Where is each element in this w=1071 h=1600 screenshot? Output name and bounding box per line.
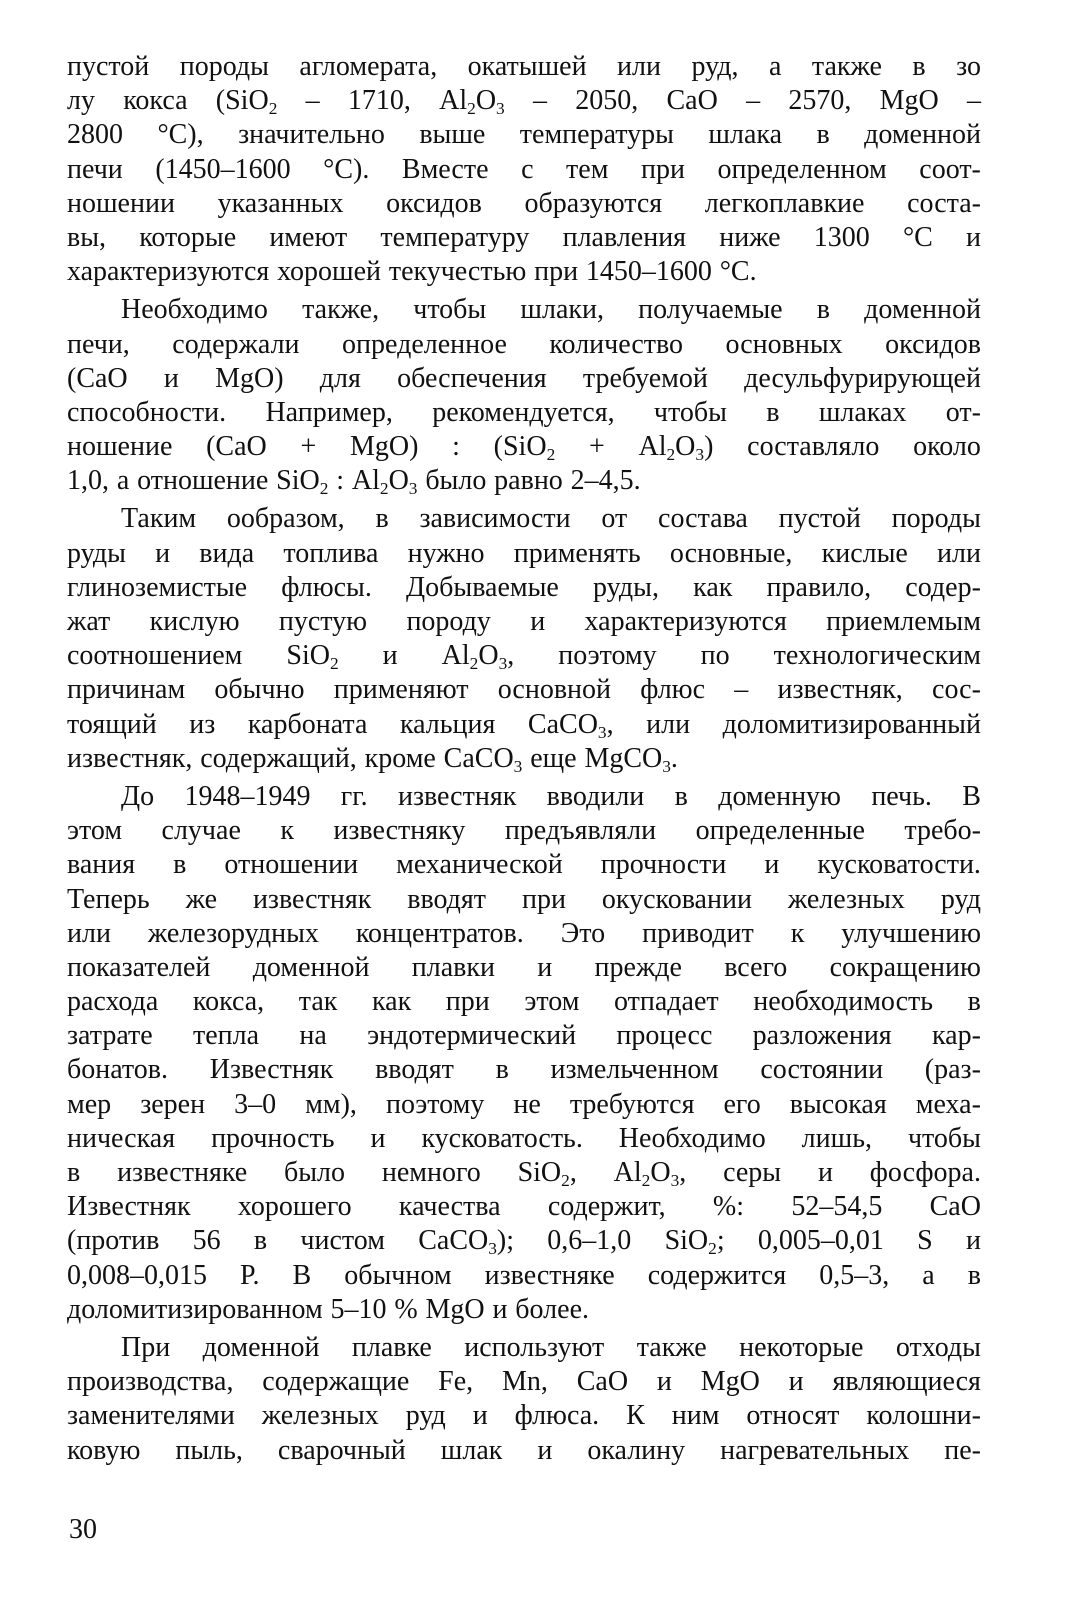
text-line: бонатов. Известняк вводят в измельченном состоянии (раз-: [67, 1054, 981, 1086]
text-line: лу кокса (SiO$_2$ – 1710, $Al_2O_3$ – 2050, CaO – 2570, MgO –: [67, 85, 981, 119]
text-line: Таким ообразом, в зависимости от состава пустой породы: [121, 503, 981, 535]
text-line: 0,008–0,015 P. В обычном известняке содержится 0,5–3, а в: [67, 1259, 981, 1291]
paragraph: [67, 780, 981, 1327]
paragraph: [67, 50, 981, 289]
text-line: доломитизированном 5–10 % MgO и более.: [67, 1293, 590, 1325]
text-line: вания в отношении механической прочности и кусковатости.: [67, 849, 981, 881]
text-line: расхода кокса, так как при этом отпадает необходимость в: [67, 986, 981, 1018]
text-line: При доменной плавке используют также некоторые отходы: [121, 1331, 981, 1363]
text-line: 2800 °C), значительно выше температуры шлака в доменной: [67, 119, 981, 151]
text-line: До 1948–1949 гг. известняк вводили в доменную печь. В: [121, 780, 981, 812]
page-body: [67, 50, 981, 1468]
paragraph: [67, 502, 981, 776]
text-line: 1,0, а отношение SiO$_2$ : $Al_2O_3$ было равно 2–4,5.: [67, 465, 641, 499]
text-line: затрате тепла на эндотермический процесс разложения кар-: [67, 1020, 981, 1052]
page-number: 30: [69, 1514, 97, 1545]
paragraph: [67, 1331, 981, 1468]
text-line: (CaO и MgO) для обеспечения требуемой десульфурирующей: [67, 362, 981, 394]
text-line: пустой породы агломерата, окатышей или руд, а также в зо: [67, 51, 981, 82]
text-line: жат кислую пустую породу и характеризуются приемлемым: [67, 606, 981, 637]
text-line: в известняке было немного SiO$_2$, $Al_2O_3$, серы и фосфора.: [67, 1157, 981, 1190]
text-line: производства, содержащие Fe, Mn, CaO и MgO и являющиеся: [67, 1366, 981, 1398]
text-line: известняк, содержащий, кроме CaCO$_3$ еще MgCO$_3$.: [67, 742, 678, 776]
text-line: ковую пыль, сварочный шлак и окалину нагревательных пе-: [67, 1434, 981, 1466]
text-line: способности. Например, рекомендуется, чтобы в шлаках от-: [67, 396, 981, 428]
text-line: руды и вида топлива нужно применять основные, кислые или: [67, 537, 981, 569]
text-line: глиноземистые флюсы. Добываемые руды, как правило, содер-: [67, 571, 981, 603]
text-line: печи (1450–1600 °C). Вместе с тем при определенном соот-: [67, 153, 981, 185]
text-line: мер зерен 3–0 мм), поэтому не требуются его высокая меха-: [67, 1088, 981, 1120]
text-line: тоящий из карбоната кальция CaCO$_3$, или доломитизированный: [67, 708, 981, 742]
text-line: Известняк хорошего качества содержит, %: 52–54,5 CaO: [67, 1191, 981, 1223]
text-line: заменителями железных руд и флюса. К ним относят колошни-: [67, 1400, 981, 1432]
text-line: Теперь же известняк вводят при окусковании железных руд: [67, 883, 981, 915]
text-line: ническая прочность и кусковатость. Необходимо лишь, чтобы: [67, 1122, 981, 1154]
paragraph: [67, 293, 981, 498]
text-line: соотношением SiO$_2$ и $Al_2O_3$, поэтому по технологическим: [67, 640, 981, 674]
text-line: показателей доменной плавки и прежде всего сокращению: [67, 951, 981, 983]
text-line: Необходимо также, чтобы шлаки, получаемые в доменной: [121, 294, 981, 326]
text-line: ношение (CaO + MgO) : (SiO$_2$ + $Al_2O_3$) составляло около: [67, 431, 981, 464]
text-line: этом случае к известняку предъявляли определенные требо-: [67, 815, 981, 847]
text-line: или железорудных концентратов. Это приводит к улучшению: [67, 917, 981, 949]
text-line: вы, которые имеют температуру плавления ниже 1300 °C и: [67, 221, 981, 253]
text-line: ношении указанных оксидов образуются легкоплавкие соста-: [67, 187, 981, 219]
text-line: причинам обычно применяют основной флюс – известняк, сос-: [67, 674, 981, 706]
text-line: характеризуются хорошей текучестью при 1450–1600 °C.: [67, 256, 757, 288]
text-line: печи, содержали определенное количество основных оксидов: [67, 328, 981, 360]
text-line: (против 56 в чистом CaCO$_3$); 0,6–1,0 SiO$_2$; 0,005–0,01 S и: [67, 1225, 981, 1259]
